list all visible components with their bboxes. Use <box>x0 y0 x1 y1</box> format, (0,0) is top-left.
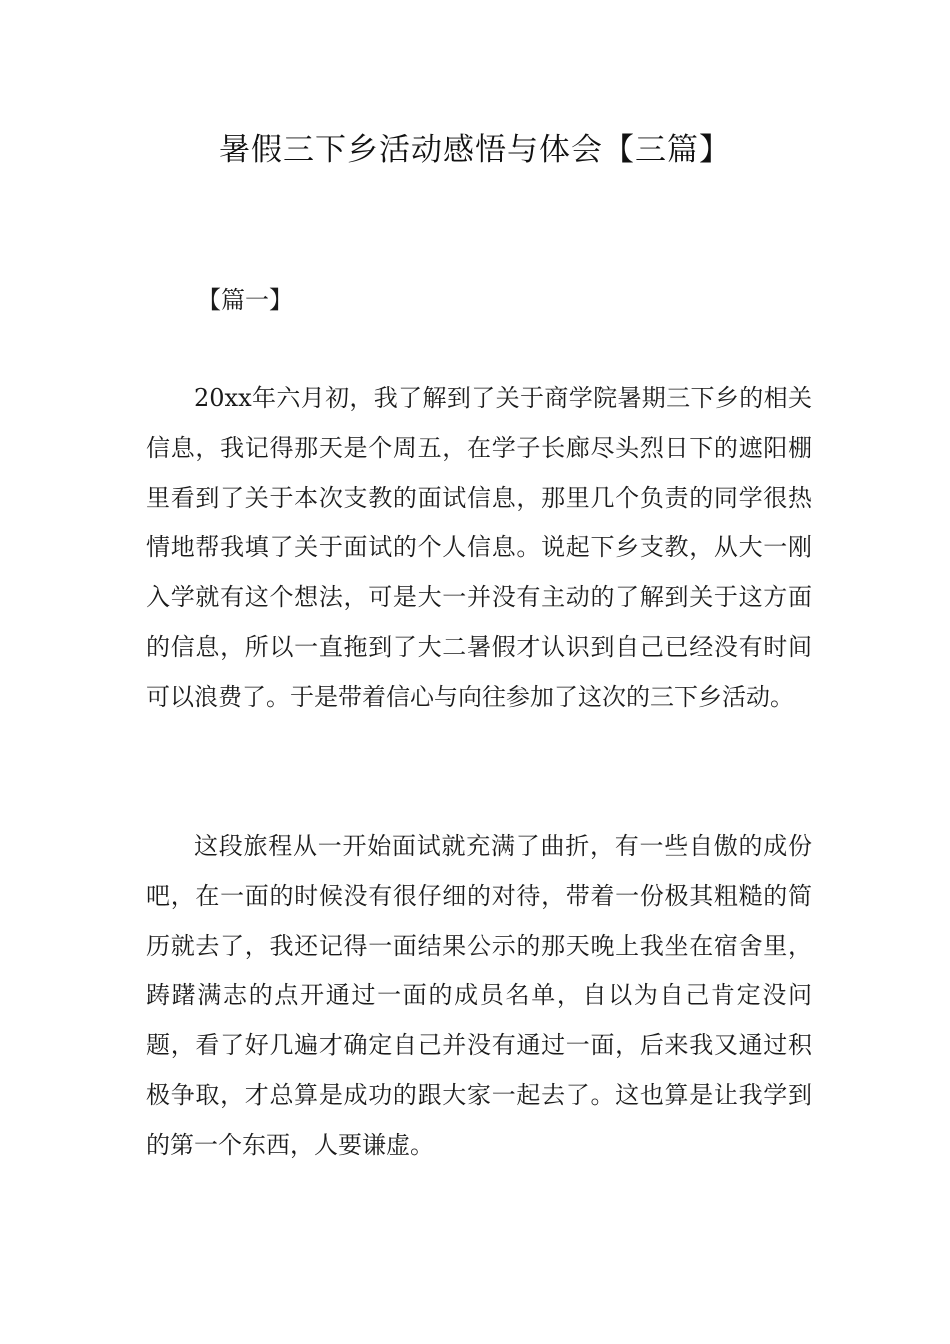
body-paragraph-1: 20xx年六月初，我了解到了关于商学院暑期三下乡的相关信息，我记得那天是个周五，在学子长廊尽头烈日下的遮阳棚里看到了关于本次支教的面试信息，那里几个负责的同学很热情地帮我填了关于面试的个人信息。说起下乡支教，从大一刚入学就有这个想法，可是大一并没有主动的了解到关于这方面的信息，所以一直拖到了大二暑假才认识到自己已经没有时间可以浪费了。于是带着信心与向往参加了这次的三下乡活动。 <box>146 384 812 711</box>
section-heading: 【篇一】 <box>197 286 293 314</box>
body-paragraph-2: 这段旅程从一开始面试就充满了曲折，有一些自傲的成份吧，在一面的时候没有很仔细的对待，带着一份极其粗糙的简历就去了，我还记得一面结果公示的那天晚上我坐在宿舍里，踌躇满志的点开通过一面的成员名单，自以为自己肯定没问题，看了好几遍才确定自己并没有通过一面，后来我又通过积极争取，才总算是成功的跟大家一起去了。这也算是让我学到的第一个东西，人要谦虚。 <box>146 832 812 1159</box>
document-title: 暑假三下乡活动感悟与体会【三篇】 <box>219 132 731 168</box>
